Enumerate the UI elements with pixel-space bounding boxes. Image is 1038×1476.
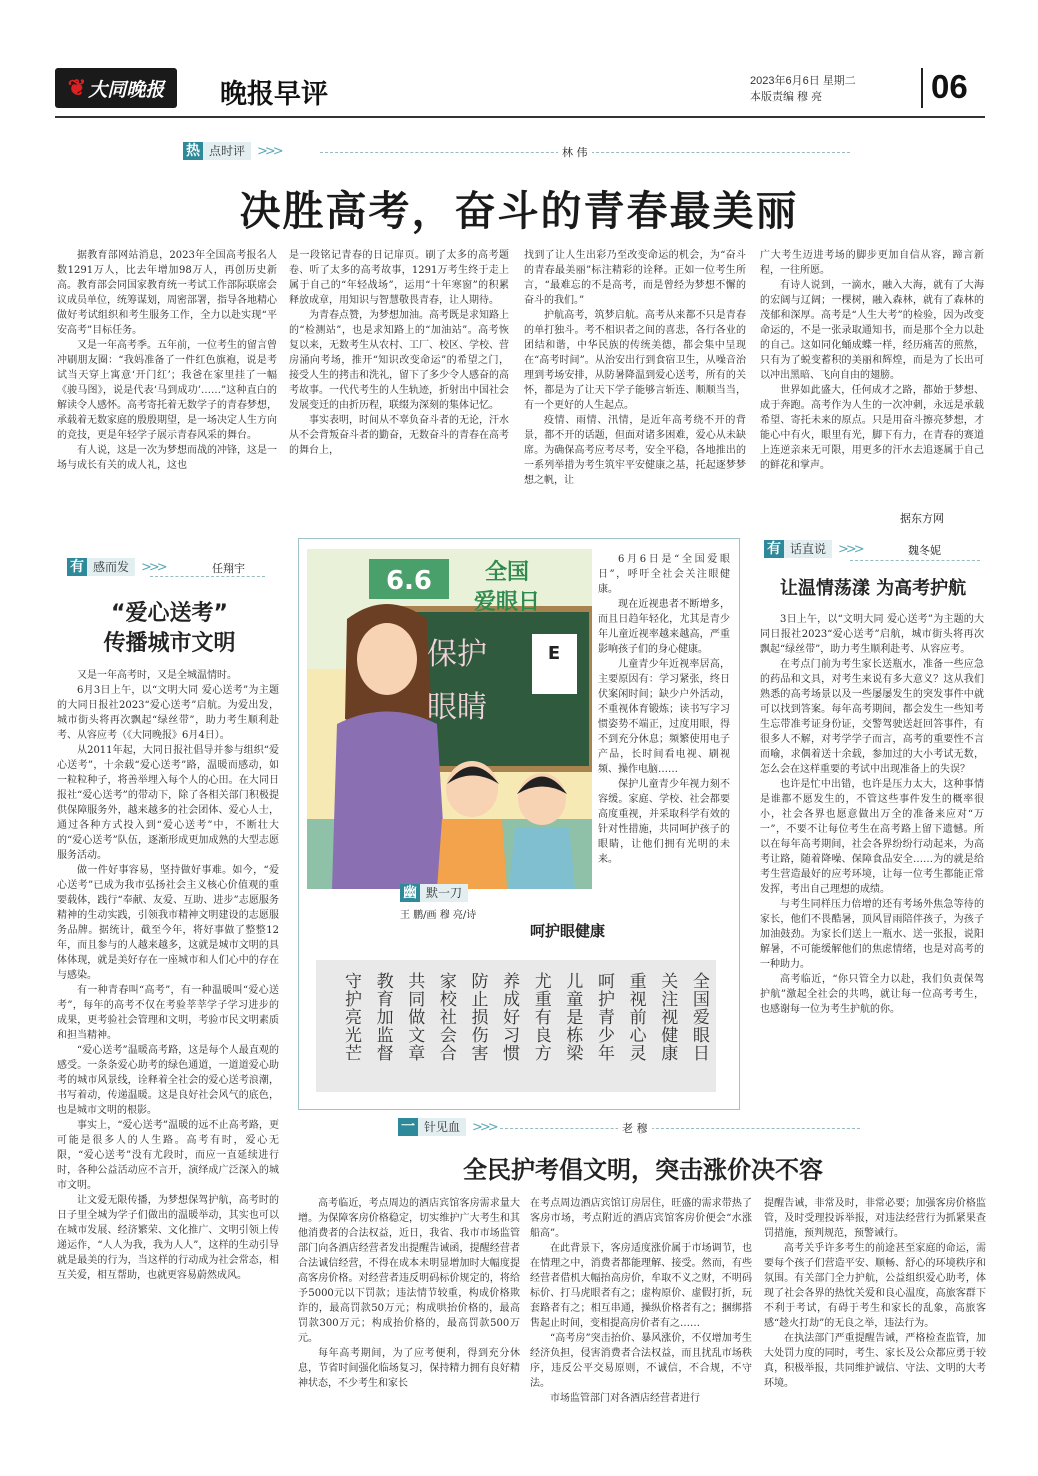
tag-rule <box>500 1128 860 1129</box>
masthead-rule <box>55 116 985 118</box>
teacher-face <box>357 623 417 695</box>
price-column-1: 高考临近，考点周边的酒店宾馆客房需求量大增。为保障客房价格稳定，切实维护广大考生和其他消费者的合法权益，近日，我省、我市市场监管部门向各酒店经营者发出提醒告诫函，提醒经营者合法诚信经营，不得在成本未明显增加时大幅度提高客房价格。对经营者违反明码标价规定的，将给予5000元以下罚款；违法情节较重，构成价格欺诈的，最高罚款50万元；构成哄抬价格的，最高罚款300万元；构成抬价格的，最高罚款500万元。 每年高考期间，为了应考便利，得到充分休息，节省时间强化临场复习，保持精力拥有良好精神状态，不少考生和家长 <box>298 1198 520 1389</box>
price-tag: 一 针见血 >>> <box>398 1118 496 1136</box>
poem-line: 教育加监督 <box>372 972 393 1062</box>
girl-body <box>509 827 575 889</box>
double-arrow-icon: >>> <box>472 1119 496 1135</box>
hot-column-4: 广大考生迈进考场的脚步更加自信从容，蹄言新程，一往所愿。 有诗人说到，一滴水，融入大海，就有了大海的宏阔与辽阔；一棵树，融入森林，就有了森林的茂郁和深厚。高考是“人生大考”的检验，因为改变命运的，不是一张录取通知书，而是那个全力以赴的自己。这如同化蛹成蝶一样，经历痛苦的煎熬，只有为了蜕变蓄积的美丽和辉煌，而是为了长出可以冲出黑暗、飞向自由的翅膀。 世界如此盛大，任何成才之路，都始于梦想、成于奔跑。高考作为人生的一次冲刺，永远是承载希望、寄托未来的原点。只是用奋斗擦亮梦想，才能心中有火，眼里有光，脚下有力，在青春的赛道上连逆亲来无可限，用更多的汗水去追逐属于自己的鲜花和掌声。 <box>760 250 984 471</box>
teacher-body <box>332 712 447 890</box>
masthead <box>55 60 985 120</box>
poem-line: 重视前心灵 <box>625 972 646 1062</box>
section-title: 晚报早评 <box>220 79 328 110</box>
poem-line: 儿童是栋梁 <box>562 972 583 1062</box>
poem-line: 共同做文章 <box>404 972 425 1062</box>
talk-author: 魏冬妮 <box>908 544 941 557</box>
logo-flame-icon: ❦ <box>67 75 87 101</box>
chalkboard-text-2: 眼睛 <box>427 690 487 725</box>
poem-line: 呵护青少年 <box>594 972 614 1062</box>
love-headline-2: 传播城市文明 <box>103 631 236 656</box>
chalkboard-text-1: 保护 <box>427 637 487 672</box>
page-number-divider <box>921 68 923 108</box>
hot-comment-tag: 热 点时评 >>> <box>183 142 281 160</box>
poem-line: 家校社会合 <box>435 972 456 1062</box>
double-arrow-icon: >>> <box>257 143 281 159</box>
cartoon-title: 呵护眼健康 <box>530 922 606 940</box>
tag-rule <box>150 576 265 577</box>
talk-body: 3日上午，以“文明大同 爱心送考”为主题的大同日报社2023“爱心送考”启航，城市街头将再次飘起“绿丝带”，助力考生顺利赴考、从容应考。 在考点门前为考生家长送瓶水，准备一些应急的药品和文具，对考生来说有多大意义？这从我们熟悉的高考场景以及一些屡屡发生的突发事件中就可以找到答案。每年高考期间，都会发生一些知考生忘带准考证身份证，交警驾驶送赶回答事件，有很多人不解，对考学学子而言，高考的重要性不言而喻，求偶着送十余载，参加过的大小考试无数，怎么会在这样重要的考试中出现准备上的失误？ 也许是忙中出错，也许是压力太大，这种事情是谁都不愿发生的，不管这些事件发生的概率很小，社会各界也愿意做出万全的准备来应对“万一”，不要不让每位考生在高考路上留下遗憾。所以在每年高考期间，社会各界纷纷行动起来，为高考让路，随着降噪、保障食品安全……为的就是给考生营造最好的应考环境，让每一位考生都能正常发挥，考出自己理想的成绩。 与考生同样压力倍增的还有考场外焦急等待的家长，他们不畏酷暑，顶风冒雨陪伴孩子，为孩子加油鼓劲。为家长们送上一瓶水、送一张报，说阳解暑，不可能缓解他们的焦虑情绪，也是对高考的一种助力。 高考临近，“你只管全力以赴，我们负责保驾护航”激起全社会的共鸣，就让每一位高考考生，也感谢每一位为考生护航的你。 <box>760 614 984 1015</box>
love-headline-1: “爱心送考” <box>111 601 228 626</box>
tag-rule <box>850 560 980 561</box>
price-column-3: 提醒告诫，非常及时，非常必要；加强客房价格监管，及时受理投诉举报，对违法经营行为抓紧果查罚措施，预判规范，预警诫行。 高考关乎许多考生的前途甚至家庭的命运，需要每个孩子们营造平安、顺畅、舒心的环境秩序和氛围。有关部门全力护航，公益组织爱心助考，体现了社会各界的热忱关爱和良心温度，高旅客群下不利于考试，有碍于考生和家长的乱象，高旅客感“趁火打劫”的无良之举，违法行为。 在执法部门严重提醒告诫，严格检查监管，加大处罚力度的同时，考生、家长及公众都应勇于较真，积极举报，共同维护诚信、守法、文明的大考环境。 <box>764 1198 986 1389</box>
poem-line: 全国爱眼日 <box>688 972 709 1062</box>
poem-line: 关注视健康 <box>657 972 678 1062</box>
love-tag: 有 感而发 >>> <box>67 558 165 576</box>
poster-title-2: 爱眼日 <box>473 590 541 615</box>
hot-column-2: 是一段铭记青春的日记扉页。刷了太多的高考题卷、听了太多的高考故事，1291万考生终于走上属于自己的“年轻战场”，运用“十年寒窗”的积累释放成章，用知识与智慧敬畏青春，让人期待。 为青春点赞，为梦想加油。高考既是求知路上的“检测站”，也是求知路上的“加油站”。高考恢复以来，无数考生从农村、工厂、校区、学校、营房涌向考场，推开“知识改变命运”的希望之门，接受人生的拷击和洗礼，留下了多少令人感奋的高考故事。一代代考生的人生轨迹，折射出中国社会发展变迁的由折历程，联缀为深刻的集体记忆。 事实表明，时间从不辜负奋斗者的无论，汗水从不会背叛奋斗者的勤奋，无数奋斗的青春在高考的舞台上， <box>289 250 509 456</box>
boy-body <box>437 819 507 889</box>
price-headline: 全民护考倡文明，突击涨价决不容 <box>463 1156 823 1184</box>
poem-line: 防止损伤害 <box>467 972 488 1062</box>
double-arrow-icon: >>> <box>838 541 862 557</box>
page-number: 06 <box>931 68 968 105</box>
issue-date: 2023年6月6日 星期二 <box>750 75 856 87</box>
poem <box>340 972 710 1084</box>
talk-tag: 有 话直说 >>> <box>764 540 862 558</box>
hot-author: 林 伟 <box>558 144 592 160</box>
eye-text: 6月6日是“全国爱眼日”，呼吁全社会关注眼健康。 现在近视患者不断增多，而且日趋年轻化，尤其是青少年儿童近视率越来越高，严重影响孩子们的身心健康。 儿童青少年近视率居高，主要原因有：学习紧张，终日伏案闲时间；缺少户外活动，不重视体育锻炼；读书写字习惯姿势不端正，过度用眼，得不到充分休息；频繁使用电子产品，长时间看电视、刷视频、操作电脑…… 保护儿童青少年视力刻不容缓。家庭、学校、社会都要高度重视，并采取科学有效的针对性措施，共同呵护孩子的眼睛，让他们拥有光明的未来。 <box>598 554 730 865</box>
page-editor: 本版责编 穆 亮 <box>750 91 823 103</box>
poem-line: 尤重有良方 <box>530 972 551 1062</box>
poem-line: 养成好习惯 <box>499 972 520 1062</box>
love-author: 任翔宇 <box>212 562 245 575</box>
hot-column-3: 找到了让人生出彩乃至改变命运的机会，为“奋斗的青春最美丽”标注精彩的诠释。正如一位考生所言，“最难忘的不是高考，而是曾经为梦想不懈的奋斗的我们。” 护航高考，筑梦启航。高考从来都不只是青春的单打独斗。考不相识者之间的喜悲，各行各业的团结和谐，中华民族的传统美德，都会集中呈现在“高考时间”。从治安出行到食宿卫生，从噪音治理到考场安排，从防暑降温到爱心送考，所有的关怀，都是为了让天下学子能够言斩连、顺顺当当，有一个更好的人生起点。 疫情、雨情、汛情，是近年高考绕不开的背景，都不开的话题，但面对诸多困难，爱心从未缺席。为确保高考应考尽考，安全平稳，各地推出的一系列举措为考生筑牢平安健康之基，托起逐梦梦想之帆，让 <box>524 250 746 486</box>
price-column-2: 在考点周边酒店宾馆订房居住，旺盛的需求带热了客房市场，考点附近的酒店宾馆客房价便会“水涨船高”。 在此背景下，客房适度涨价属于市场调节，也在情理之中，消费者都能理解、接受。然而，有些经营者借机大幅抬高房价，牟取不义之财，不明码标价、打马虎眼者有之；虚构原价、虚假打折，玩套路者有之；相互串通，操纵价格者有之；捆绑搭售起止时间，变相提高房价者有之…… “高考房”突击抬价、暴风涨价，不仅增加考生经济负担，侵害消费者合法权益，而且扰乱市场秩序，违反公平交易原则，不诚信，不合规，不守法。 市场监管部门对各酒店经营者进行 <box>530 1198 752 1404</box>
logo: ❦ 大同晚报 <box>55 68 177 108</box>
eye-day-poster <box>307 549 592 889</box>
love-body: 又是一年高考时，又是全城温情时。 6月3日上午，以“文明大同 爱心送考”为主题的大同日报社2023“爱心送考”启航。为爱出发，城市街头将再次飘起“绿丝带”，助力考生顺利赴考、从容应考（《大同晚报》6月4日）。 从2011年起，大同日报社倡导并参与组织“爱心送考”，十余载“爱心送考”路，温暖而感动，如一粒粒种子，将善举埋入每个人的心田。在大同日报社“爱心送考”的带动下，除了各相关部门积极提供保障服务外，越来越多的社会团体、爱心人士，通过各种方式投入到“爱心送考”中，不断壮大的“爱心送考”队伍，逐渐形成更加成熟的大型志愿服务活动。 做一件好事容易，坚持做好事难。如今，“爱心送考”已成为我市弘扬社会主义核心价值观的重要载体，践行“奉献、友爱、互助、进步”志愿服务精神的生动实践，引领我市精神文明建设的志愿服务品牌。据统计，截至今年，将好事做了整整12年，而且参与的人越来越多，这就是城市文明的具体体现，就是美好存在一座城市和人们心中的存在与感染。 有一种青春叫“高考”，有一种温暖叫“爱心送考”，每年的高考不仅在考验莘莘学子学习进步的成果，更考验社会管理和文明，考验市民文明素质和担当精神。 “爱心送考”温暖高考路，这是每个人最直观的感受。一条条爱心助考的绿色通道，一道道爱心助考的城市风景线，诠释着全社会的爱心送考浪潮，书写着动，传递温暖。这是良好社会风气的底色，也是城市文明的根影。 事实上，“爱心送考”温暖的远不止高考路，更可能是很多人的人生路。高考有时，爱心无限，“爱心送考”没有尤段时，而应一直延续进行时，各种公益活动应不言开，演绎成广泛深入的城市文明。 让文爱无限传播，为梦想保驾护航，高考时的日子里全城为学子们做出的温暖举动，其实也可以在城市发展、经济繁荣、文化推广、文明引领上传递运作，“人人为我，我为人人”，这样的生动引导就是最美的行为，当这样的行动成为社会常态，相互关爱，相互帮助，也就更容易蔚然成风。 <box>57 670 279 1281</box>
hot-column-1: 据教育部网站消息，2023年全国高考报名人数1291万人，比去年增加98万人，再创历史新高。教育部会同国家教育统一考试工作部际联席会议成员单位，统筹谋划，周密部署，指导各地精心做好考试组织和考生服务工作，全力以赴实现“平安高考”目标任务。 又是一年高考季。五年前，一位考生的留言曾冲刷朋友圈：“我妈准备了一件红色旗袍，说是考试当天穿上寓意‘开门红’；我爸在家里挂了一幅《骏马图》，说是代表‘马到成功’……”这种直白的解读令人感怀。高考寄托着无数学子的青春梦想，承载着无数家庭的殷殷期望，是一场决定人生方向的竞技，更是年轻学子展示青春风采的舞台。 有人说，这是一次为梦想而战的冲锋，这是一场与成长有关的成人礼，这也 <box>57 250 277 471</box>
double-arrow-icon: >>> <box>141 559 165 575</box>
cartoon-credit: 王 鹏/画 穆 亮/诗 <box>400 910 477 921</box>
talk-headline: 让温情荡漾 为高考护航 <box>779 578 967 599</box>
hot-source: 据东方网 <box>900 512 944 525</box>
poster-date: 6.6 <box>385 566 433 596</box>
price-author: 老 穆 <box>618 1120 652 1136</box>
humor-tag: 幽 默一刀 <box>400 884 468 902</box>
hot-headline: 决胜高考，奋斗的青春最美丽 <box>239 187 799 235</box>
eye-chart-letter: E <box>547 643 561 664</box>
poem-line: 守护亮光芒 <box>341 972 361 1062</box>
poster-title-1: 全国 <box>484 560 530 585</box>
